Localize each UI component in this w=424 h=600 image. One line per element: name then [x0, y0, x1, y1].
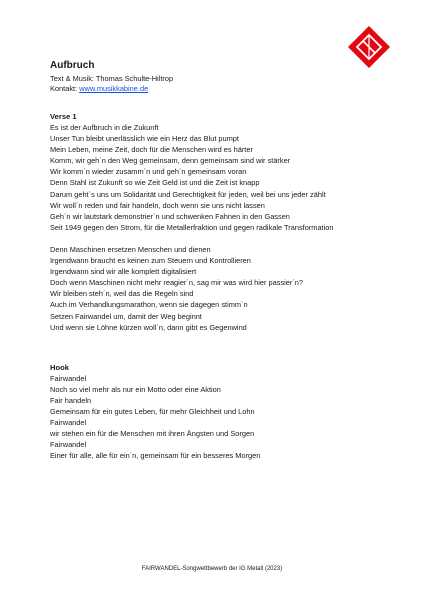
page-footer: FAIRWANDEL-Songwettbewerb der IG Metall (2023)	[141, 566, 283, 572]
lyric-line: Seit 1949 gegen den Strom, für die Metallerfraktion und gegen radikale Transformation	[50, 222, 334, 232]
lyric-line: Einer für alle, alle für ein´n, gemeinsam für ein besseres Morgen	[50, 451, 261, 461]
lyric-line: Irgendwann sind wir alle komplett digitalisiert	[50, 267, 197, 277]
verse-1-stanza-2	[50, 244, 400, 333]
verse-1-stanza-1	[50, 122, 400, 233]
lyric-line: Wir bleiben steh´n, weil das die Regeln sind	[50, 289, 194, 299]
song-title: Aufbruch	[50, 60, 95, 71]
contact-link[interactable]: www.musikkabine.de	[79, 84, 149, 93]
lyric-line: Setzen Fairwandel um, damit der Weg beginnt	[50, 311, 202, 321]
contact-label: Kontakt:	[50, 84, 80, 93]
contact-line	[50, 84, 400, 94]
lyric-line: Unser Tun bleibt unerlässlich wie ein Herz das Blut pumpt	[50, 134, 239, 144]
lyric-line: Auch im Verhandlungsmarathon, wenn sie dagegen stimm´n	[50, 300, 248, 310]
lyric-line: Fair handeln	[50, 395, 92, 405]
lyric-line: Doch wenn Maschinen nicht mehr reagier´n, sag mir was wird hier passier´n?	[50, 278, 304, 288]
lyric-line: Wir komm´n wieder zusamm´n und geh´n gemeinsam voran	[50, 167, 247, 177]
lyric-line: Irgendwann braucht es keinen zum Steuern und Kontrollieren	[50, 256, 251, 266]
verse-1-heading: Verse 1	[50, 112, 77, 121]
lyric-line: Es ist der Aufbruch in die Zukunft	[50, 123, 159, 132]
lyric-line: Fairwandel	[50, 440, 87, 450]
credit-line: Text & Musik: Thomas Schulte-Hiltrop	[50, 74, 174, 83]
lyric-line: Darum geht´s uns um Solidarität und Gerechtigkeit für jeden, weil bei uns jeder zählt	[50, 189, 326, 199]
lyric-line: Und wenn sie Löhne kürzen woll´n, dann gibt es Gegenwind	[50, 322, 247, 332]
lyric-line: Fairwandel	[50, 373, 87, 383]
lyric-line: Denn Maschinen ersetzen Menschen und dienen	[50, 244, 211, 254]
lyric-line: Denn Stahl ist Zukunft so wie Zeit Geld ist und die Zeit ist knapp	[50, 178, 260, 188]
hook-section	[50, 363, 400, 462]
lyric-line: Noch so viel mehr als nur ein Motto oder eine Aktion	[50, 384, 221, 394]
hook-heading: Hook	[50, 362, 69, 372]
lyric-line: Gemeinsam für ein gutes Leben, für mehr Gleichheit und Lohn	[50, 406, 255, 416]
verse-1-section	[50, 112, 400, 333]
lyric-line: Fairwandel	[50, 418, 87, 428]
lyrics-document	[50, 60, 400, 461]
lyric-line: Geh´n wir lautstark demonstrier´n und schwenken Fahnen in den Gassen	[50, 211, 290, 221]
stanza-spacer	[50, 233, 400, 244]
lyric-line: Mein Leben, meine Zeit, doch für die Menschen wird es härter	[50, 145, 253, 155]
lyric-line: Wir woll´n reden und fair handeln, doch wenn sie uns nicht lassen	[50, 200, 265, 210]
lyric-line: Komm, wir geh´n den Weg gemeinsam, denn gemeinsam sind wir stärker	[50, 156, 291, 166]
lyric-line: wir stehen ein für die Menschen mit ihren Ängsten und Sorgen	[50, 429, 255, 439]
